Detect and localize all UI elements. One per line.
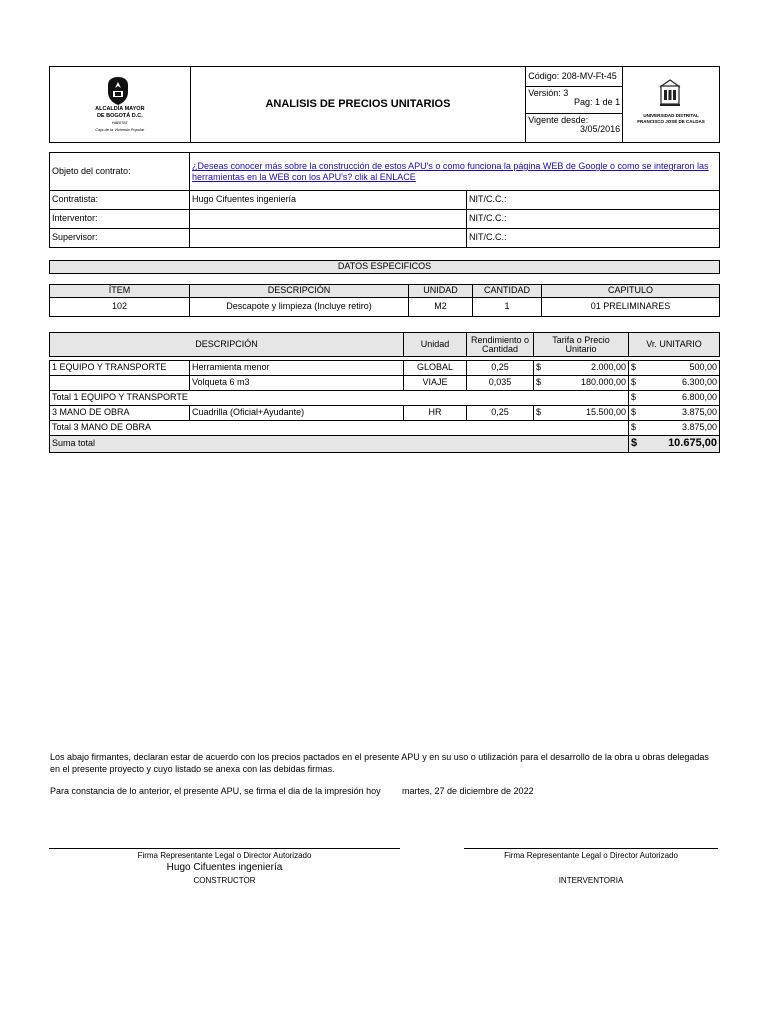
sig-left-title: Firma Representante Legal o Director Autorizado xyxy=(137,851,312,860)
total3-label: Total 3 MANO DE OBRA xyxy=(50,421,629,436)
apu-total-row xyxy=(50,421,720,436)
datos-desc: Descapote y limpieza (Incluye retiro) xyxy=(190,298,409,317)
sig-right-role: INTERVENTORIA xyxy=(558,876,624,885)
apu-table xyxy=(49,332,720,453)
right-logo-line1: UNIVERSIDAD DISTRITAL xyxy=(643,112,699,118)
objeto-label: Objeto del contrato: xyxy=(50,153,190,191)
apu-row-price: 15.500,00 xyxy=(550,406,629,421)
sig-right-title: Firma Representante Legal o Director Autorizado xyxy=(504,851,678,860)
contratista-value: Hugo Cifuentes ingeniería xyxy=(190,191,467,210)
doc-version: Versión: 3 xyxy=(528,88,569,98)
datos-header-item: ÍTEM xyxy=(50,285,190,298)
logo-tag: Caja de la Vivienda Popular xyxy=(95,126,145,132)
apu-row-desc: Volqueta 6 m3 xyxy=(190,376,404,391)
datos-unit: M2 xyxy=(409,298,473,317)
page-title: ANALISIS DE PRECIOS UNITARIOS xyxy=(190,67,526,143)
header-table xyxy=(49,66,720,143)
apu-header-desc: DESCRIPCIÓN xyxy=(50,333,404,357)
datos-title-bar xyxy=(49,260,720,274)
left-logo-cell xyxy=(50,67,191,143)
apu-row-vr: 500,00 xyxy=(645,361,720,376)
apu-row-price: 180.000,00 xyxy=(550,376,629,391)
logo-sub: HÁBITAT xyxy=(111,119,128,125)
contract-table xyxy=(49,152,720,248)
total1-label: Total 1 EQUIPO Y TRANSPORTE xyxy=(50,391,629,406)
apu-row-unit: VIAJE xyxy=(404,376,467,391)
datos-header-qty: CANTIDAD xyxy=(473,285,542,298)
sum-value: 10.675,00 xyxy=(645,436,720,453)
apu-row-rend: 0,25 xyxy=(467,406,534,421)
udistrital-logo xyxy=(625,74,717,136)
logo-org-line2: DE BOGOTÁ D.C. xyxy=(96,112,143,119)
constancia-text: Para constancia de lo anterior, el presente APU, se firma el dia de la impresión hoy xyxy=(50,786,381,796)
valid-date: 3/05/2016 xyxy=(580,124,621,135)
total1-value: 6.800,00 xyxy=(645,391,720,406)
valid-cell xyxy=(526,114,623,143)
contratista-nit: NIT/C.C.: xyxy=(467,191,720,210)
interventor-nit: NIT/C.C.: xyxy=(467,210,720,229)
apu-row-vr: 6.300,00 xyxy=(645,376,720,391)
sig-left-role: CONSTRUCTOR xyxy=(193,876,256,885)
supervisor-nit: NIT/C.C.: xyxy=(467,229,720,248)
interventor-label: Interventor: xyxy=(50,210,190,229)
total3-value: 3.875,00 xyxy=(645,421,720,436)
apu-row-group: 3 MANO DE OBRA xyxy=(50,406,190,421)
apu-row-rend: 0,035 xyxy=(467,376,534,391)
print-date: martes, 27 de diciembre de 2022 xyxy=(402,786,534,796)
sig-left-name: Hugo Cifuentes ingeniería xyxy=(166,862,283,873)
supervisor-label: Supervisor: xyxy=(50,229,190,248)
right-logo-cell xyxy=(623,67,720,143)
doc-code: Código: 208-MV-Ft-45 xyxy=(526,67,623,87)
version-cell xyxy=(526,87,623,114)
apu-header-rend: Rendimiento o Cantidad xyxy=(467,333,534,357)
apu-row-unit: HR xyxy=(404,406,467,421)
apu-row xyxy=(50,406,720,421)
sum-label: Suma total xyxy=(50,436,629,453)
apu-row-vr-currency: $ xyxy=(629,361,646,376)
apu-row-price-currency: $ xyxy=(534,376,551,391)
apu-row-group xyxy=(50,376,190,391)
datos-header-desc: DESCRIPCIÓN xyxy=(190,285,409,298)
apu-row-price-currency: $ xyxy=(534,361,551,376)
total1-currency: $ xyxy=(629,391,646,406)
total3-currency: $ xyxy=(629,421,646,436)
apu-header-vr: Vr. UNITARIO xyxy=(629,333,720,357)
apu-row-vr: 3.875,00 xyxy=(645,406,720,421)
datos-chapter: 01 PRELIMINARES xyxy=(542,298,720,317)
coat-of-arms-icon xyxy=(105,76,131,106)
bogota-logo xyxy=(52,74,188,136)
agreement-text: Los abajo firmantes, declaran estar de acuerdo con los precios pactados en el presente APU y en su uso o utilización para el desarrollo de la obra u obras delegadas en el presente proyecto y cuyo listado se anexa con las debidas firmas. xyxy=(50,752,709,774)
right-logo-line2: FRANCISCO JOSÉ DE CALDAS xyxy=(637,118,705,124)
contratista-label: Contratista: xyxy=(50,191,190,210)
apu-row-desc: Herramienta menor xyxy=(190,361,404,376)
apu-row xyxy=(50,376,720,391)
datos-header-unit: UNIDAD xyxy=(409,285,473,298)
apu-row-vr-currency: $ xyxy=(629,376,646,391)
supervisor-value xyxy=(190,229,467,248)
apu-row-unit: GLOBAL xyxy=(404,361,467,376)
apu-row-price: 2.000,00 xyxy=(550,361,629,376)
apu-header-tarifa: Tarifa o Precio Unitario xyxy=(534,333,629,357)
objeto-value-cell xyxy=(190,153,720,191)
university-building-icon xyxy=(659,78,681,108)
apu-row-group: 1 EQUIPO Y TRANSPORTE xyxy=(50,361,190,376)
datos-qty: 1 xyxy=(473,298,542,317)
datos-item: 102 xyxy=(50,298,190,317)
datos-title: DATOS ESPECIFICOS xyxy=(50,261,720,274)
apu-row-rend: 0,25 xyxy=(467,361,534,376)
apu-row xyxy=(50,361,720,376)
datos-header-chapter: CAPITULO xyxy=(542,285,720,298)
logo-org-line1: ALCALDÍA MAYOR xyxy=(95,105,145,112)
apu-sum-row xyxy=(50,436,720,453)
signature-line-right xyxy=(464,848,718,849)
apu-row-price-currency: $ xyxy=(534,406,551,421)
apu-header-unit: Unidad xyxy=(404,333,467,357)
apu-info-link[interactable]: ¿Deseas conocer más sobre la construcción de estos APU's o como funciona la página WEB de Google o como se integraron las herramientas en la WEB con los APU's? clik al ENLACE xyxy=(192,161,709,182)
apu-row-desc: Cuadrilla (Oficial+Ayudante) xyxy=(190,406,404,421)
datos-table xyxy=(49,284,720,317)
interventor-value xyxy=(190,210,467,229)
sum-currency: $ xyxy=(629,436,646,453)
apu-total-row xyxy=(50,391,720,406)
valid-label: Vigente desde: xyxy=(528,115,589,125)
doc-page: Pag: 1 de 1 xyxy=(574,97,621,108)
apu-row-vr-currency: $ xyxy=(629,406,646,421)
signature-line-left xyxy=(49,848,400,849)
